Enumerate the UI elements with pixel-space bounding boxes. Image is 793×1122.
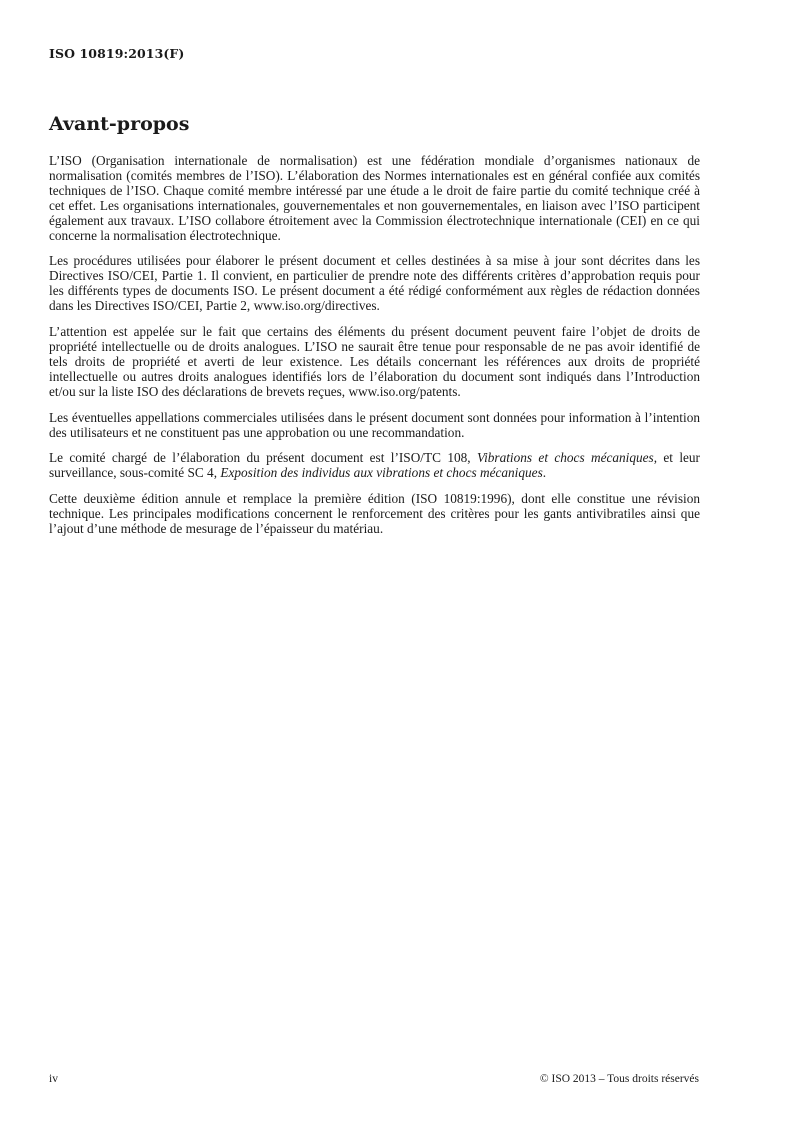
committee-text-2: , et leur surveillance, sous-comité SC 4, xyxy=(49,450,700,481)
subcommittee-title-italic: Exposition des individus aux vibrations et chocs mécaniques xyxy=(220,465,543,481)
paragraph-procedures: Les procédures utilisées pour élaborer le présent document et celles destinées à sa mise à jour sont décrites dans les Directives ISO/CEI, Partie 1. Il convient, en particulier de prendre note des différents critères d’approbation requis pour les différents types de documents ISO. Le présent document a été rédigé conformément aux règles de rédaction données dans les Directives ISO/CEI, Partie 2, www.iso.org/directives. xyxy=(49,253,700,314)
page-title: Avant-propos xyxy=(49,113,190,135)
paragraph-edition: Cette deuxième édition annule et remplace la première édition (ISO 10819:1996), dont elle constitue une révision technique. Les principales modifications concernent le renforcement des critères pour les gants antivibratiles ainsi que l’ajout d’une méthode de mesurage de l’épaisseur du matériau. xyxy=(49,491,700,537)
committee-text-3: . xyxy=(542,465,547,481)
paragraph-patent-rights: L’attention est appelée sur le fait que certains des éléments du présent document peuvent faire l’objet de droits de propriété intellectuelle ou de droits analogues. L’ISO ne saurait être tenue pour responsable de ne pas avoir identifié de tels droits de propriété et averti de leur existence. Les détails concernant les références aux droits de propriété intellectuelle ou autres droits analogues identifiés lors de l’élaboration du document sont indiqués dans l’Introduction et/ou sur la liste ISO des déclarations de brevets reçues, www.iso.org/patents. xyxy=(49,324,700,399)
committee-text-1: Le comité chargé de l’élaboration du présent document est l’ISO/TC 108, xyxy=(49,450,477,466)
foreword-body xyxy=(49,154,700,548)
document-code-header: ISO 10819:2013(F) xyxy=(49,46,185,61)
committee-title-italic: Vibrations et chocs mécaniques xyxy=(476,450,654,466)
page-number: iv xyxy=(49,1073,58,1085)
paragraph-iso-organisation: L’ISO (Organisation internationale de normalisation) est une fédération mondiale d’organismes nationaux de normalisation (comités membres de l’ISO). L’élaboration des Normes internationales est en général confiée aux comités techniques de l’ISO. Chaque comité membre intéressé par une étude a le droit de faire partie du comité technique créé à cet effet. Les organisations internationales, gouvernementales et non gouvernementales, en liaison avec l’ISO participent également aux travaux. L’ISO collabore étroitement avec la Commission électrotechnique internationale (CEI) en ce qui concerne la normalisation électrotechnique. xyxy=(49,153,700,243)
copyright-notice: © ISO 2013 – Tous droits réservés xyxy=(539,1073,699,1085)
paragraph-committee xyxy=(49,451,700,481)
paragraph-trade-names: Les éventuelles appellations commerciales utilisées dans le présent document sont données pour information à l’intention des utilisateurs et ne constituent pas une approbation ou une recommandation. xyxy=(49,409,700,440)
